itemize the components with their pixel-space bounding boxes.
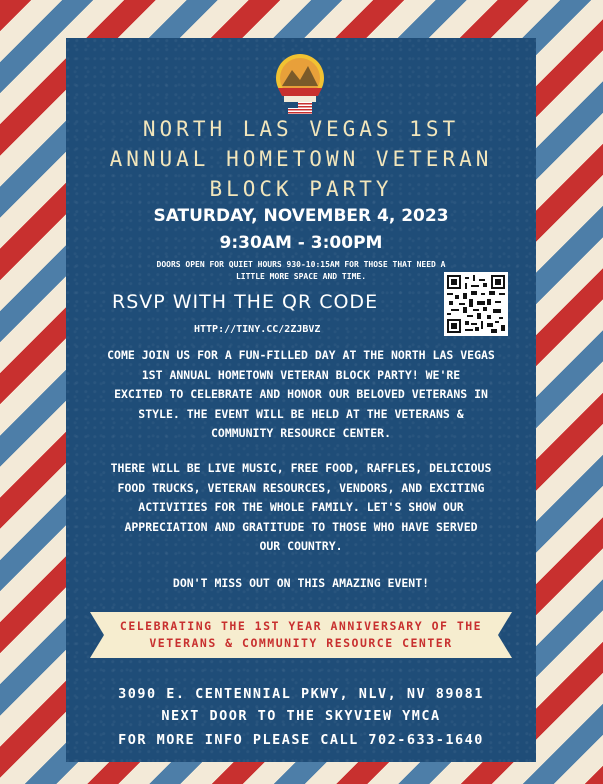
title-line-1: NORTH LAS VEGAS 1ST (142, 117, 460, 141)
event-date: SATURDAY, NOVEMBER 4, 2023 (153, 206, 449, 226)
event-address: 3090 E. CENTENNIAL PKWY, NLV, NV 89081 (118, 686, 484, 702)
veterans-center-logo-icon (268, 52, 332, 116)
quiet-hours-line-1: DOORS OPEN FOR QUIET HOURS 930-10:15AM FOR THOSE THAT NEED A (156, 260, 446, 269)
title-line-3: BLOCK PARTY (209, 177, 393, 201)
flyer-panel (66, 38, 536, 762)
activities-paragraph: THERE WILL BE LIVE MUSIC, FREE FOOD, RAFFLES, DELICIOUS FOOD TRUCKS, VETERAN RESOURCES, VENDORS, AND EXCITING ACTIVITIES FOR THE WHOLE FAMILY. LET'S SHOW OUR APPRECIATION AND GRATITUDE TO THOSE WHO HAVE SERVED OUR COUNTRY. (110, 461, 492, 553)
qr-code-icon[interactable] (444, 272, 508, 336)
intro-paragraph: COME JOIN US FOR A FUN-FILLED DAY AT THE NORTH LAS VEGAS 1ST ANNUAL HOMETOWN VETERAN BLOCK PARTY! WE'RE EXCITED TO CELEBRATE AND HONOR OUR BELOVED VETERANS IN STYLE. THE EVENT WILL BE HELD AT THE VETERANS & COMMUNITY RESOURCE CENTER. (107, 348, 495, 440)
title-line-2: ANNUAL HOMETOWN VETERAN (109, 147, 493, 171)
quiet-hours-line-2: LITTLE MORE SPACE AND TIME. (235, 272, 367, 281)
dont-miss-text: DON'T MISS OUT ON THIS AMAZING EVENT! (172, 576, 430, 590)
contact-info: FOR MORE INFO PLEASE CALL 702-633-1640 (118, 732, 484, 748)
anniversary-banner-text: CELEBRATING THE 1ST YEAR ANNIVERSARY OF THE VETERANS & COMMUNITY RESOURCE CENTER (119, 619, 483, 650)
rsvp-url-link[interactable]: HTTP://TINY.CC/2ZJBVZ (194, 324, 321, 335)
event-location-note: NEXT DOOR TO THE SKYVIEW YMCA (161, 708, 441, 724)
rsvp-label: RSVP WITH THE QR CODE (112, 291, 379, 313)
event-time: 9:30AM - 3:00PM (219, 233, 383, 253)
